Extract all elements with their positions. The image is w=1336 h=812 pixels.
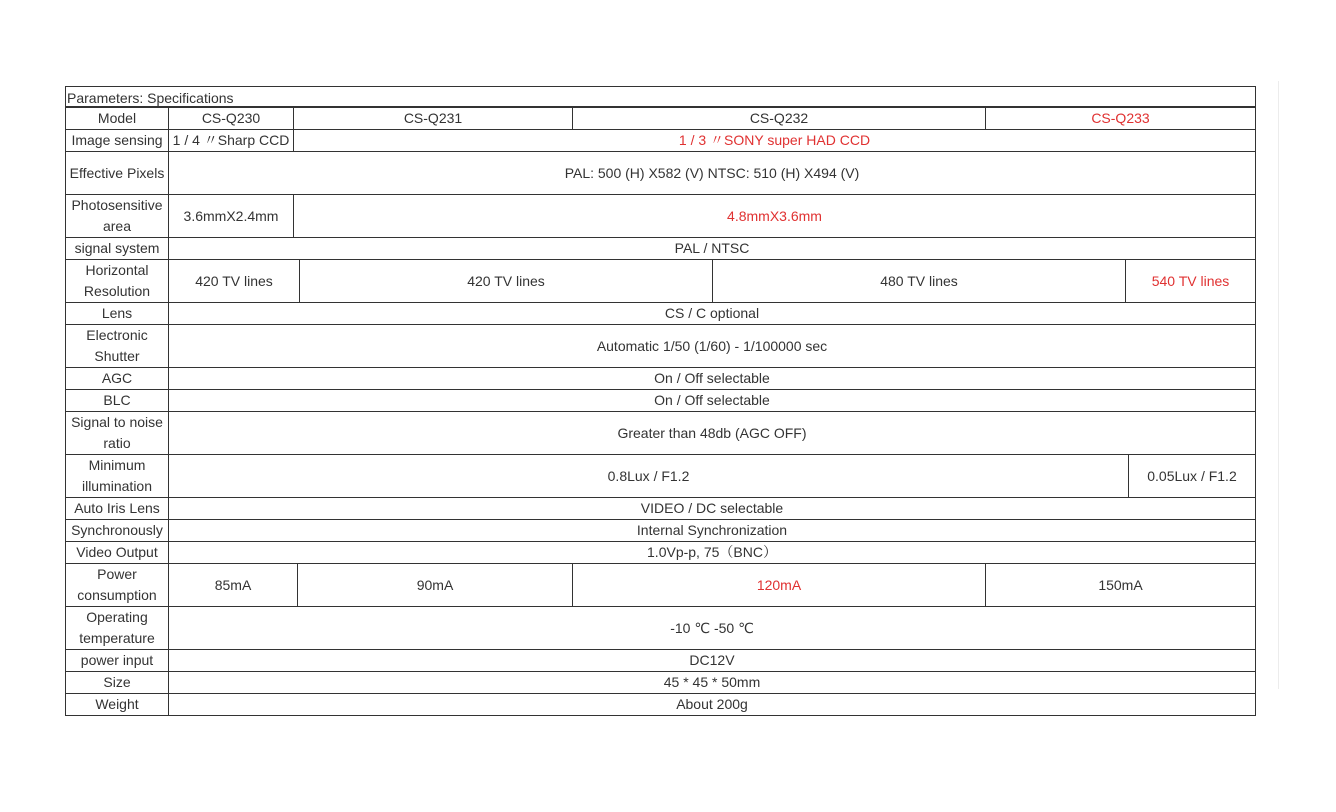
value-cell: 85mA [169,564,298,606]
row-blc [66,390,1255,412]
spec-grid [65,108,1256,716]
row-label: BLC [66,390,169,411]
value-cell: -10 ℃ -50 ℃ [670,619,754,636]
row-photosensitive-area [66,195,1255,238]
row-weight [66,694,1255,716]
row-label: Effective Pixels [66,152,169,194]
value-cell: On / Off selectable [654,392,770,408]
table-caption: Parameters: Specifications [65,86,1256,108]
value-cell: 120mA [573,564,986,606]
value-cell: 1.0Vp-p, 75（BNC） [647,544,777,560]
row-agc [66,368,1255,390]
row-effective-pixels [66,152,1255,195]
value-cell: 420 TV lines [169,260,300,302]
value-cell: Greater than 48db (AGC OFF) [617,424,807,441]
row-lens [66,303,1255,325]
row-model [66,108,1255,130]
value-cell: PAL: 500 (H) X582 (V) NTSC: 510 (H) X494 (V) [564,164,860,181]
value-cell: 4.8mmX3.6mm [727,207,822,224]
value-cell: 480 TV lines [713,260,1126,302]
row-video-output [66,542,1255,564]
value-cell: PAL / NTSC [674,240,750,256]
row-label: Synchronously [66,520,169,541]
value-cell: DC12V [689,652,735,668]
row-label: Minimum illumination [66,455,169,497]
value-cell: 45 * 45 * 50mm [663,674,761,690]
model-cs-q232: CS-Q232 [573,108,986,129]
row-label: signal system [66,238,169,259]
row-label: Weight [66,694,169,715]
row-label: Power consumption [66,564,169,606]
value-cell: On / Off selectable [654,370,770,386]
value-cell: 540 TV lines [1151,272,1230,289]
value-cell: CS / C optional [664,305,760,321]
value-cell: About 200g [676,696,748,712]
value-cell: 0.05Lux / F1.2 [1147,467,1237,484]
value-cell: 420 TV lines [300,260,713,302]
row-label: Operating temperature [66,607,169,649]
row-minimum-illumination [66,455,1255,498]
row-horizontal-resolution [66,260,1255,303]
row-label: Lens [66,303,169,324]
value-cell: VIDEO / DC selectable [640,500,784,516]
value-cell: 1 / 4 〃Sharp CCD [169,130,294,151]
row-label: Photosensitive area [66,195,169,237]
row-label: Image sensing [66,130,169,151]
row-label: Electronic Shutter [66,325,169,367]
row-signal-system [66,238,1255,260]
row-label: Model [66,108,169,129]
value-cell: 1 / 3 〃SONY super HAD CCD [678,132,871,148]
value-cell: 3.6mmX2.4mm [169,195,294,237]
model-cs-q233: CS-Q233 [1091,110,1150,126]
value-cell: Internal Synchronization [636,522,788,538]
page-edge-line [1278,81,1279,689]
model-cs-q230: CS-Q230 [169,108,294,129]
value-cell: 0.8Lux / F1.2 [169,455,1129,497]
row-size [66,672,1255,694]
row-image-sensing [66,130,1255,152]
row-auto-iris-lens [66,498,1255,520]
row-label: Signal to noise ratio [66,412,169,454]
value-cell: Automatic 1/50 (1/60) - 1/100000 sec [596,337,828,354]
value-cell: 150mA [1098,576,1143,593]
row-electronic-shutter [66,325,1255,368]
spec-table [65,86,1256,716]
row-label: AGC [66,368,169,389]
row-label: Auto Iris Lens [66,498,169,519]
row-power-consumption [66,564,1255,607]
row-label: Size [66,672,169,693]
row-synchronously [66,520,1255,542]
row-signal-to-noise [66,412,1255,455]
value-cell: 90mA [298,564,573,606]
row-operating-temperature [66,607,1255,650]
row-power-input [66,650,1255,672]
row-label: Horizontal Resolution [66,260,169,302]
model-cs-q231: CS-Q231 [294,108,573,129]
row-label: power input [66,650,169,671]
row-label: Video Output [66,542,169,563]
